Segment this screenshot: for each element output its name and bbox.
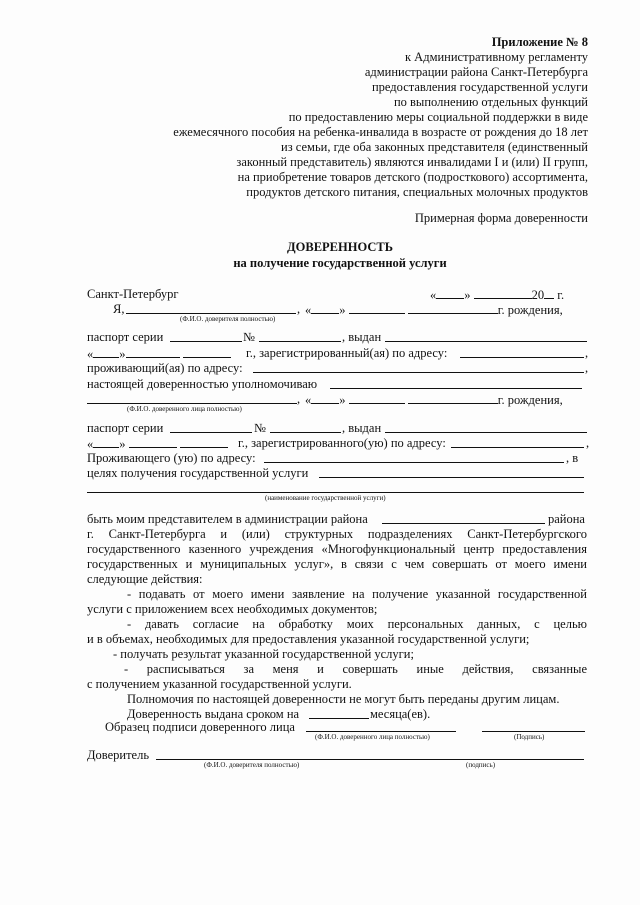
residing-principal-label: проживающий(ая) по адресу: <box>87 361 243 375</box>
action-item-cont: услуги с приложением всех необходимых документов; <box>87 602 378 616</box>
sample-signature-label: Образец подписи доверенного лица <box>105 720 295 734</box>
service-name-blank[interactable] <box>87 492 584 493</box>
agent-name-blank[interactable] <box>87 403 297 404</box>
agent-passport-number-blank[interactable] <box>270 432 341 433</box>
purpose-label: целях получения государственной услуги <box>87 466 309 480</box>
registered-agent-label: г., зарегистрированного(ую) по адресу: <box>238 436 446 450</box>
passport-number-blank[interactable] <box>259 341 341 342</box>
authorize-label: настоящей доверенностью уполномочиваю <box>87 377 318 391</box>
principal-name-caption: (Ф.И.О. доверителя полностью) <box>180 315 276 323</box>
passport-series-blank[interactable] <box>170 341 242 342</box>
principal-label: Доверитель <box>87 748 150 762</box>
comma: , <box>297 302 301 316</box>
action-item: - расписываться за меня и совершать иные действия, связанные <box>124 662 587 676</box>
body-line: государственного казенного учреждения «Многофункциональный центр предоставления <box>87 542 587 556</box>
agent-signature-blank[interactable] <box>482 731 585 732</box>
signature-caption-2: (подпись) <box>466 761 496 769</box>
agent-passport-series-blank[interactable] <box>170 432 252 433</box>
passport-number-label: № <box>254 421 266 435</box>
no-transfer-clause: Полномочия по настоящей доверенности не могут быть переданы другим лицам. <box>127 692 560 706</box>
passport-number-label: № <box>243 330 255 344</box>
registered-agent-blank[interactable] <box>451 447 584 448</box>
purpose-blank[interactable] <box>319 477 584 478</box>
agent-name-caption-2: (Ф.И.О. доверенного лица полностью) <box>315 733 430 741</box>
action-item-cont: с получением указанной государственной услуги. <box>87 677 352 691</box>
issued-label: , выдан <box>342 421 382 435</box>
document-subtitle: на получение государственной услуги <box>233 256 447 270</box>
authorize-blank[interactable] <box>330 388 582 389</box>
body-line: следующие действия: <box>87 572 203 586</box>
district-blank[interactable] <box>382 523 545 524</box>
agent-name-sign-blank[interactable] <box>306 731 456 732</box>
action-item: - подавать от моего имени заявление на получение указанной государственной <box>127 587 587 601</box>
agent-issue-date-field[interactable]: « » <box>87 436 228 452</box>
agent-dob[interactable]: « » г. рождения, <box>305 393 563 407</box>
registered-principal-blank[interactable] <box>460 357 584 358</box>
passport-series-label: паспорт серии <box>87 421 164 435</box>
principal-prefix: Я, <box>113 302 125 316</box>
year-blank[interactable] <box>544 287 554 299</box>
action-item: - получать результат указанной государственной услуги; <box>113 647 414 661</box>
header-line: администрации района Санкт-Петербурга <box>364 65 588 79</box>
header-line: на приобретение товаров детского (подросткового) ассортимента, <box>237 170 588 184</box>
form-type-note: Примерная форма доверенности <box>414 211 588 225</box>
header-line: по предоставлению меры социальной поддержки в виде <box>288 110 588 124</box>
agent-name-caption: (Ф.И.О. доверенного лица полностью) <box>127 405 242 413</box>
principal-name-blank[interactable] <box>126 313 296 314</box>
header-line: по выполнению отдельных функций <box>393 95 588 109</box>
document-title: ДОВЕРЕННОСТЬ <box>287 240 393 254</box>
principal-name-caption-2: (Ф.И.О. доверителя полностью) <box>204 761 300 769</box>
day-blank[interactable] <box>436 287 464 299</box>
issue-date-field[interactable]: « » <box>87 346 231 362</box>
term-label: Доверенность выдана сроком на <box>127 707 300 721</box>
residing-agent-label: Проживающего (ую) по адресу: <box>87 451 256 465</box>
document-page: Приложение № 8 к Административному регламенту администрации района Санкт-Петербурга предоставления государственной услуги по выполнению отдельных функций по предоставлению меры социальной поддержки в виде ежемесячного пособия на ребенка-инвалида в возрасте от рождения до 18 лет из семьи, где оба законных представителя (единственный законный представитель) являются инвалидами I и (или) II групп, на приобретение товаров детского (подросткового) ассортимента, продуктов детского питания, специальных молочных продуктов Примерная форма доверенности ДОВЕРЕННОСТЬ на получение государственной услуги Санкт-Петербург « » 20 г. Я, , « » г. рождения, (Ф.И.О. доверителя полностью) паспорт серии № , выдан « » г., зарегистрированный(ая) по адресу: , проживающий(ая) по адресу: , настоящей доверенностью уполномочиваю , « » г. рождения, (Ф.И.О. доверенного лица полностью) паспорт серии № , выдан « » г., зарегистрированного(ую) по адресу: , Проживающего (ую) по адресу: , в целях получения государственной услуги (наименование государственной услуги) быть моим представителем в администрации района района г. Санкт-Петербурга и (или) структурных подразделениях Санкт-Петербургского государственного казенного учреждения «Многофункциональный центр предоставления государственных и муниципальных услуг», в связи с чем совершать от моего имени следующие действия: - подавать от моего имени заявление на получение указанной государственной услуги с приложением всех необходимых документов; - давать согласие на обработку моих персональных данных, с целью и в объемах, необходимых для предоставления указанной государственной услуги; - получать результат указанной государственной услуги; - расписываться за меня и совершать иные действия, связанные с получением указанной государственной услуги. Полномочия по настоящей доверенности не могут быть переданы другим лицам. Доверенность выдана сроком на месяца(ев). Образец подписи доверенного лица (Ф.И.О. доверенного лица полностью) (Подпись) Доверитель (Ф.И.О. доверителя полностью) (подпись) <box>0 0 640 905</box>
appendix-number: Приложение № 8 <box>491 35 588 49</box>
header-line: ежемесячного пособия на ребенка-инвалида в возрасте от рождения до 18 лет <box>173 125 588 139</box>
header-line: продуктов детского питания, специальных молочных продуктов <box>246 185 588 199</box>
principal-dob[interactable]: « » г. рождения, <box>305 303 563 317</box>
residing-principal-blank[interactable] <box>253 372 584 373</box>
header-line: из семьи, где оба законных представителя (единственный <box>281 140 588 154</box>
body-line: г. Санкт-Петербурга и (или) структурных подразделениях Санкт-Петербургского <box>87 527 587 541</box>
action-item-cont: и в объемах, необходимых для предоставления указанной государственной услуги; <box>87 632 530 646</box>
principal-sign-blank[interactable] <box>156 759 584 760</box>
issued-by-blank[interactable] <box>385 341 587 342</box>
month-blank[interactable] <box>474 287 532 299</box>
term-months-blank[interactable] <box>309 718 369 719</box>
action-item: - давать согласие на обработку моих персональных данных, с целью <box>127 617 587 631</box>
residing-agent-blank[interactable] <box>264 462 564 463</box>
body-line: государственных и муниципальных услуг», в связи с чем совершать от моего имени <box>87 557 587 571</box>
registered-principal-label: г., зарегистрированный(ая) по адресу: <box>246 346 448 360</box>
date-field[interactable]: « » 20 г. <box>430 288 565 302</box>
issued-label: , выдан <box>342 330 382 344</box>
city: Санкт-Петербург <box>87 287 179 301</box>
passport-series-label: паспорт серии <box>87 330 164 344</box>
header-line: законный представитель) являются инвалидами I и (или) II групп, <box>236 155 588 169</box>
signature-caption: (Подпись) <box>514 733 545 741</box>
header-line: предоставления государственной услуги <box>371 80 588 94</box>
header-line: к Административному регламенту <box>404 50 588 64</box>
representative-line: быть моим представителем в администрации района <box>87 512 368 526</box>
agent-issued-by-blank[interactable] <box>385 432 587 433</box>
service-name-caption: (наименование государственной услуги) <box>265 494 386 502</box>
